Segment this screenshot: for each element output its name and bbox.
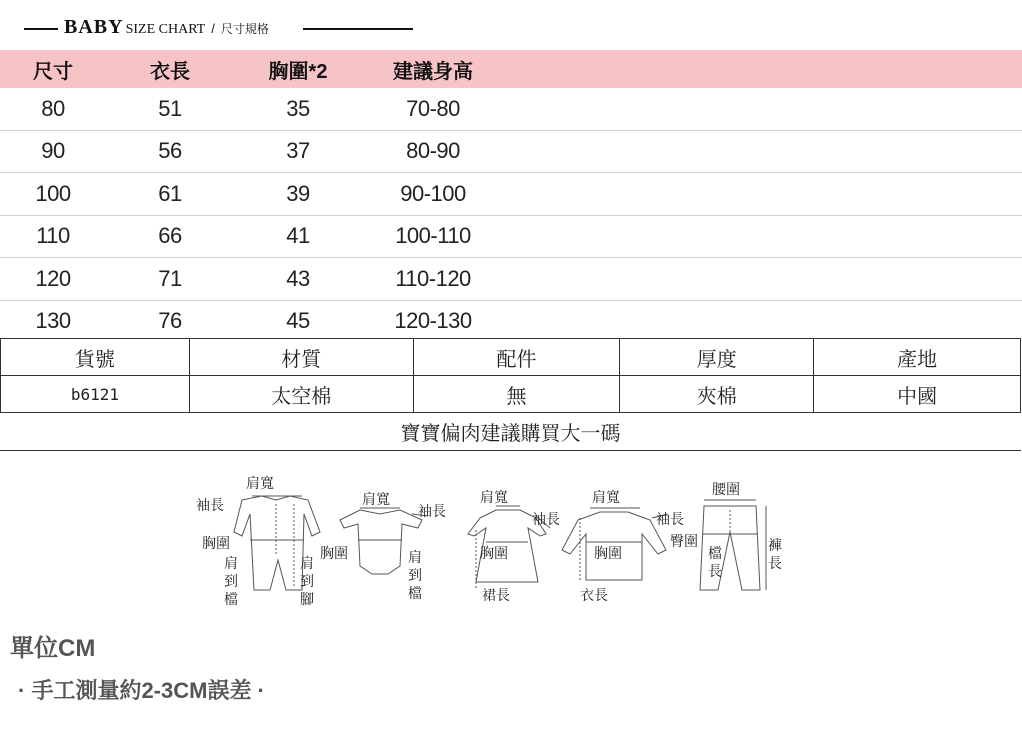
length-cell: 71 xyxy=(158,265,182,291)
table-row xyxy=(0,173,1022,216)
size-cell: 80 xyxy=(41,95,65,121)
table-row xyxy=(0,216,1022,259)
top-illustration xyxy=(562,508,668,582)
length-cell: 66 xyxy=(158,223,182,249)
pants-length-2: 長 xyxy=(768,557,782,572)
size-cell: 100 xyxy=(35,180,71,206)
pants-hip-label: 臀圍 xyxy=(670,535,698,550)
column-header-height: 建議身高 xyxy=(393,60,473,83)
table-row xyxy=(0,258,1022,301)
brand-label: BABY xyxy=(64,16,124,38)
chest-cell: 39 xyxy=(286,180,310,206)
bodysuit-s2c-1: 肩 xyxy=(408,551,422,566)
pants-crotch-1: 檔 xyxy=(708,547,722,562)
table-row xyxy=(0,131,1022,174)
length-cell: 56 xyxy=(158,138,182,164)
measurement-diagram xyxy=(190,470,790,620)
height-cell: 80-90 xyxy=(406,138,460,164)
header-rule-left xyxy=(24,28,58,30)
top-sleeve-label: 袖長 xyxy=(656,513,684,528)
chest-cell: 37 xyxy=(286,138,310,164)
length-cell: 61 xyxy=(158,180,182,206)
info-item-no-value: b6121 xyxy=(1,376,190,413)
info-header-item-no: 貨號 xyxy=(1,339,190,376)
header-title xyxy=(64,16,269,39)
info-origin-value: 中國 xyxy=(814,376,1021,413)
pants-waist-label: 腰圍 xyxy=(712,483,740,498)
size-chart-label: SIZE CHART xyxy=(125,22,206,37)
romper-s2f-3: 腳 xyxy=(300,593,314,608)
title-separator: / xyxy=(211,21,215,36)
dress-chest-label: 胸圍 xyxy=(480,547,508,562)
height-cell: 70-80 xyxy=(406,95,460,121)
height-cell: 120-130 xyxy=(394,308,472,334)
top-length-label: 衣長 xyxy=(580,589,608,604)
info-value-row xyxy=(1,376,1021,413)
header-rule-right xyxy=(303,28,413,30)
size-cell: 90 xyxy=(41,138,65,164)
info-material-value: 太空棉 xyxy=(189,376,413,413)
length-cell: 51 xyxy=(158,95,182,121)
romper-chest-label: 胸圍 xyxy=(202,537,230,552)
height-cell: 90-100 xyxy=(400,180,466,206)
length-cell: 76 xyxy=(158,308,182,334)
romper-s2c-3: 檔 xyxy=(224,593,238,608)
table-row xyxy=(0,88,1022,131)
bodysuit-shoulder-label: 肩寬 xyxy=(362,493,390,508)
top-chest-label: 胸圍 xyxy=(594,547,622,562)
size-table xyxy=(0,50,1022,342)
column-header-chest: 胸圍*2 xyxy=(268,60,328,83)
info-header-material: 材質 xyxy=(189,339,413,376)
size-advice-note: 寶寶偏肉建議購買大一碼 xyxy=(0,413,1021,451)
table-row xyxy=(0,301,1022,343)
unit-label: 單位CM xyxy=(10,635,96,662)
column-header-size: 尺寸 xyxy=(33,60,73,83)
bodysuit-s2c-3: 檔 xyxy=(408,587,422,602)
romper-s2f-1: 肩 xyxy=(300,557,314,572)
romper-s2f-2: 到 xyxy=(300,575,314,590)
info-header-row xyxy=(1,339,1021,376)
info-header-thickness: 厚度 xyxy=(620,339,814,376)
pants-length-1: 褲 xyxy=(768,539,782,554)
bodysuit-chest-label: 胸圍 xyxy=(320,547,348,562)
top-shoulder-label: 肩寬 xyxy=(592,491,620,506)
chest-cell: 35 xyxy=(286,95,310,121)
romper-s2c-2: 到 xyxy=(224,575,238,590)
info-thickness-value: 夾棉 xyxy=(620,376,814,413)
dress-sleeve-label: 袖長 xyxy=(532,513,560,528)
info-header-accessories: 配件 xyxy=(413,339,620,376)
size-chart-zh-label: 尺寸規格 xyxy=(220,22,269,36)
romper-sleeve-label: 袖長 xyxy=(196,499,224,514)
tolerance-note: · 手工測量約2-3CM誤差 · xyxy=(18,678,265,703)
pants-crotch-2: 長 xyxy=(708,565,722,580)
height-cell: 110-120 xyxy=(395,265,471,291)
size-table-header xyxy=(0,50,1022,88)
size-cell: 130 xyxy=(35,308,71,334)
chart-header xyxy=(0,16,1022,46)
column-header-length: 衣長 xyxy=(150,60,190,83)
info-accessories-value: 無 xyxy=(413,376,620,413)
product-info-table xyxy=(0,338,1021,413)
height-cell: 100-110 xyxy=(395,223,471,249)
bodysuit-sleeve-label: 袖長 xyxy=(418,505,446,520)
size-cell: 110 xyxy=(36,223,70,249)
dress-shoulder-label: 肩寬 xyxy=(480,491,508,506)
size-cell: 120 xyxy=(35,265,71,291)
romper-shoulder-label: 肩寬 xyxy=(246,477,274,492)
dress-skirt-label: 裙長 xyxy=(482,589,510,604)
romper-s2c-1: 肩 xyxy=(224,557,238,572)
bodysuit-s2c-2: 到 xyxy=(408,569,422,584)
chest-cell: 41 xyxy=(286,223,310,249)
chest-cell: 45 xyxy=(286,308,310,334)
chest-cell: 43 xyxy=(286,265,310,291)
info-header-origin: 產地 xyxy=(814,339,1021,376)
